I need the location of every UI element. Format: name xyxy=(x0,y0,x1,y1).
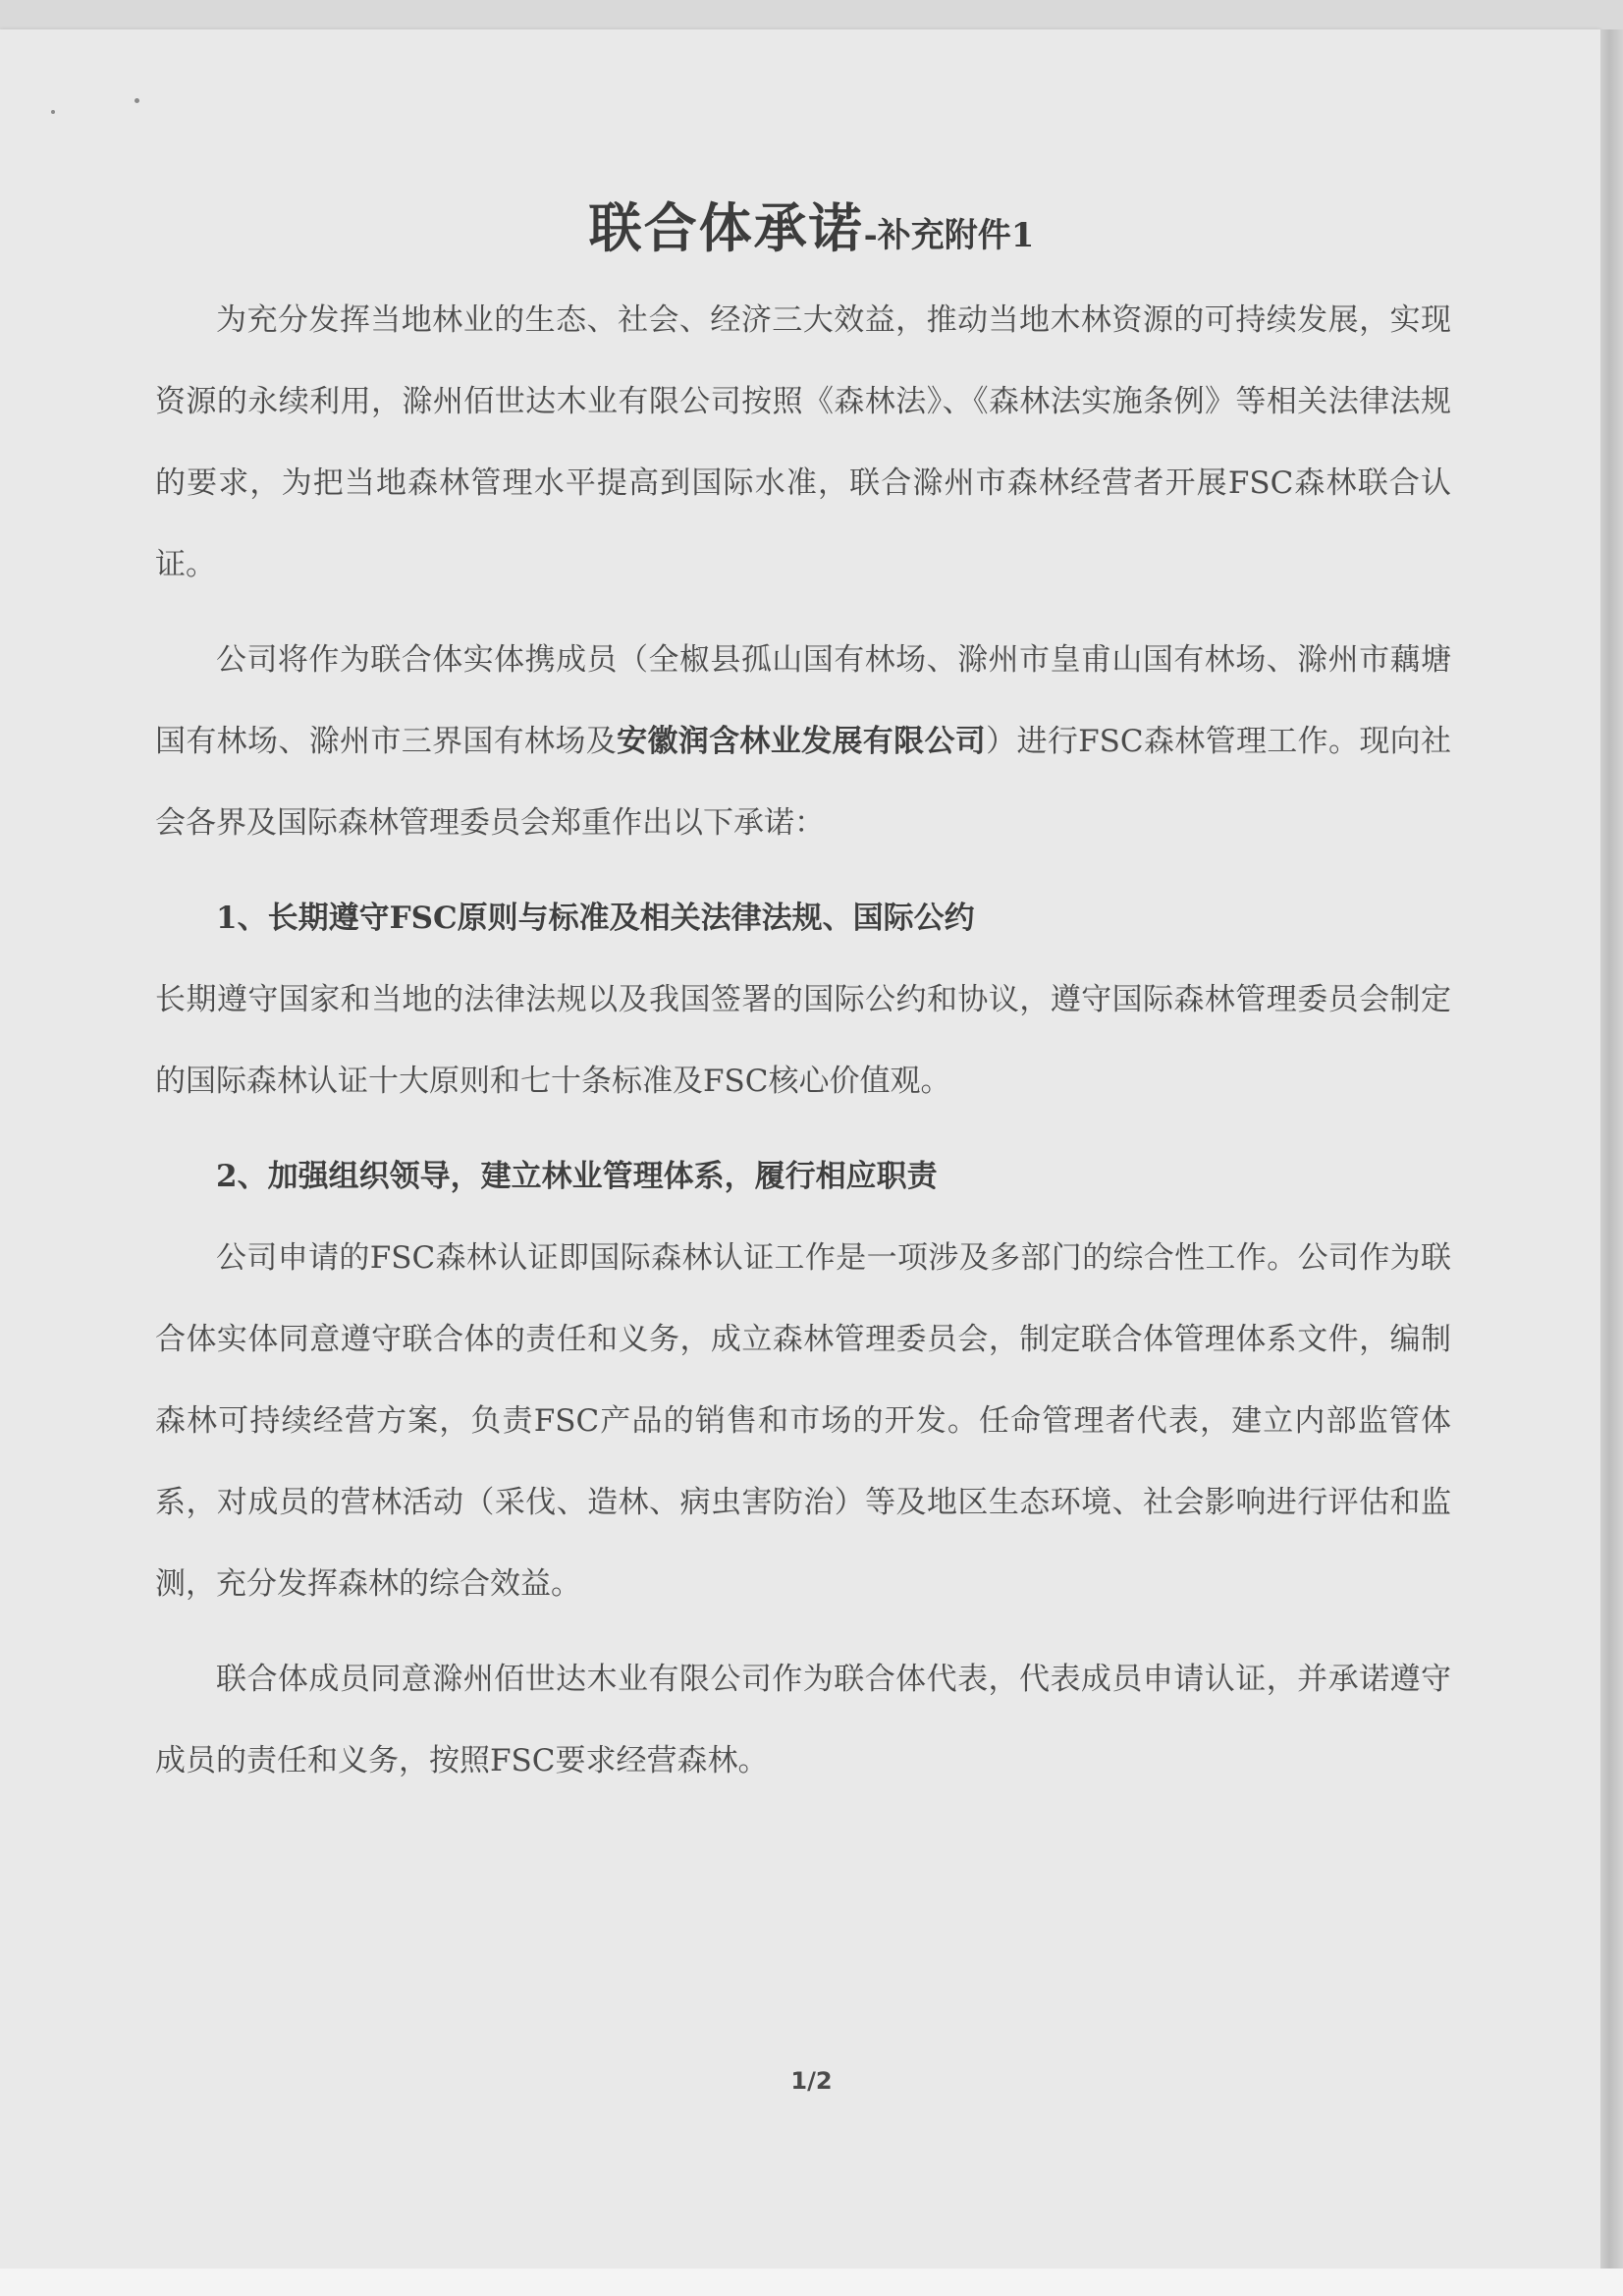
paper-right-edge xyxy=(1600,29,1623,2269)
paragraph-members-part1: 公司将作为联合体实体携成员（全椒县孤山国有林场、滁州市皇甫山国有林场、滁州市藕塘国有林场、滁州市三界国有林场及 xyxy=(155,642,1451,759)
speck-dot xyxy=(51,110,55,114)
scan-bottom-strip xyxy=(0,2269,1623,2296)
paragraph-members xyxy=(155,620,1451,864)
speck-dot xyxy=(135,98,139,103)
document-title-sub: -补充附件1 xyxy=(863,216,1035,255)
paragraph-commitment-1: 长期遵守国家和当地的法律法规以及我国签署的国际公约和协议，遵守国际森林管理委员会制定的国际森林认证十大原则和七十条标准及FSC核心价值观。 xyxy=(155,982,1451,1099)
paragraph-members-company: 安徽润含林业发展有限公司 xyxy=(617,724,987,759)
paragraph-members-part2: ）进行FSC森林管理工作。现向社会各界及国际森林管理委员会郑重作出以下承诺： xyxy=(155,724,1452,841)
page-number: 1/2 xyxy=(790,2067,833,2095)
paragraph-commitment-2: 公司申请的FSC森林认证即国际森林认证工作是一项涉及多部门的综合性工作。公司作为联合体实体同意遵守联合体的责任和义务，成立森林管理委员会，制定联合体管理体系文件，编制森林可持续经营方案，负责FSC产品的销售和市场的开发。任命管理者代表，建立内部监管体系，对成员的营林活动（采伐、造林、病虫害防治）等及地区生态环境、社会影响进行评估和监测，充分发挥森林的综合效益。 xyxy=(155,1240,1451,1602)
document-title-main: 联合体承诺 xyxy=(588,196,864,259)
heading-commitment-2: 2、加强组织领导，建立林业管理体系，履行相应职责 xyxy=(216,1159,938,1194)
paragraph-purpose: 为充分发挥当地林业的生态、社会、经济三大效益，推动当地木林资源的可持续发展，实现资源的永续利用，滁州佰世达木业有限公司按照《森林法》、《森林法实施条例》等相关法律法规的要求，为把当地森林管理水平提高到国际水准，联合滁州市森林经营者开展FSC森林联合认证。 xyxy=(155,302,1451,582)
document-body xyxy=(155,280,1451,1802)
paragraph-representative: 联合体成员同意滁州佰世达木业有限公司作为联合体代表，代表成员申请认证，并承诺遵守成员的责任和义务，按照FSC要求经营森林。 xyxy=(155,1662,1451,1778)
document-title xyxy=(0,187,1623,262)
heading-commitment-1: 1、长期遵守FSC原则与标准及相关法律法规、国际公约 xyxy=(216,901,975,936)
